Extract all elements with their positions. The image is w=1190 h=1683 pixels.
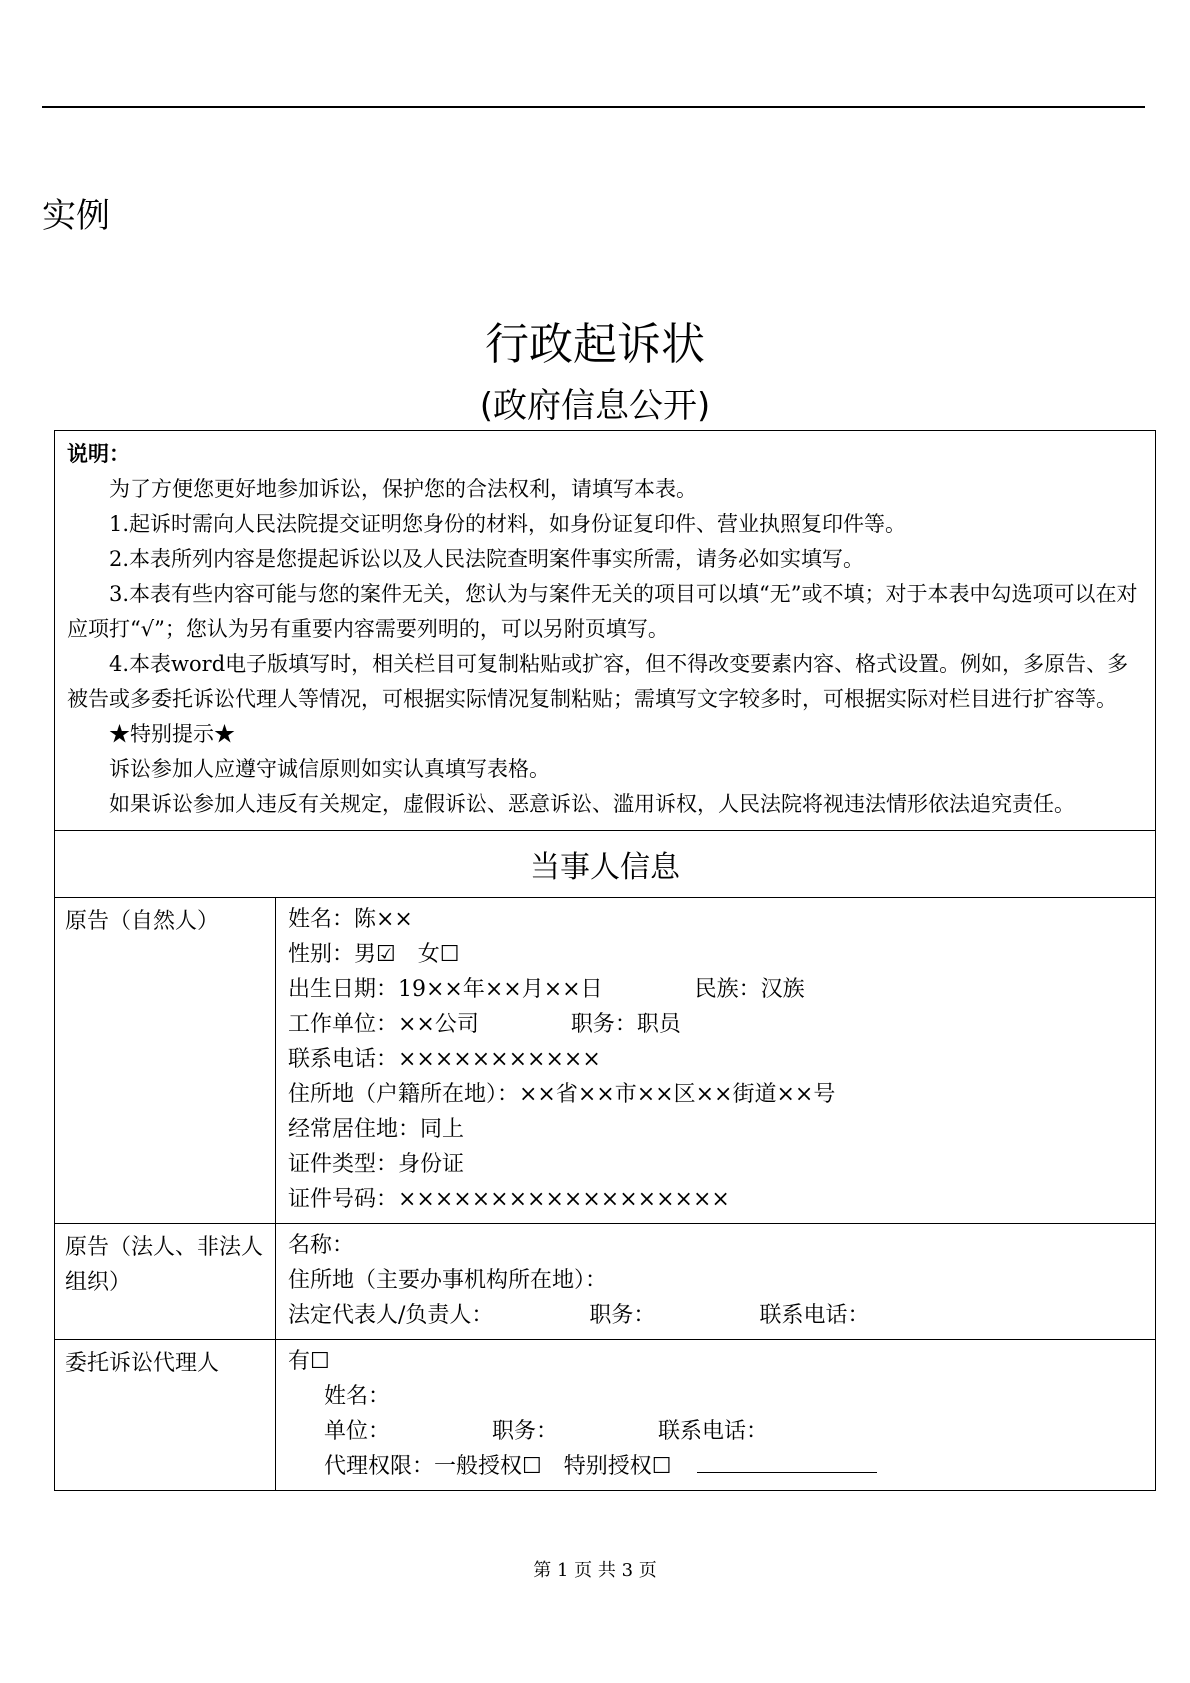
plaintiff-org-label: 原告（法人、非法人组织） <box>55 1224 276 1340</box>
section-label: 实例 <box>42 196 110 236</box>
org-domicile-field: 住所地（主要办事机构所在地）： <box>288 1268 608 1293</box>
agent-authority-field[interactable]: 代理权限：一般授权☐ 特别授权☐ <box>324 1454 672 1479</box>
notes-paragraph: 1.起诉时需向人民法院提交证明您身份的材料，如身份证复印件、营业执照复印件等。 <box>109 512 907 536</box>
authority-blank-line[interactable] <box>697 1450 877 1473</box>
phone-field: 联系电话：××××××××××× <box>288 1047 601 1072</box>
position-field: 职务：职员 <box>570 1012 681 1037</box>
plaintiff-natural-label: 原告（自然人） <box>55 898 276 1224</box>
complaint-form-table <box>54 430 1156 1491</box>
agent-row <box>55 1340 1156 1491</box>
plaintiff-natural-fields <box>276 898 1156 1224</box>
id-type-field: 证件类型：身份证 <box>288 1152 465 1177</box>
agent-name-field: 姓名： <box>324 1384 391 1409</box>
document-title: 行政起诉状 <box>485 319 705 370</box>
agent-label: 委托诉讼代理人 <box>55 1340 276 1491</box>
party-header-row <box>55 831 1156 898</box>
notes-cell <box>55 431 1156 831</box>
employer-position-line <box>288 1007 1143 1042</box>
agent-unit-field: 单位： <box>324 1419 391 1444</box>
document-subtitle: (政府信息公开) <box>479 386 711 426</box>
agent-authority-line <box>288 1449 1143 1484</box>
org-phone-field: 联系电话： <box>759 1303 870 1328</box>
notes-row <box>55 431 1156 831</box>
notes-paragraph: 4.本表word电子版填写时，相关栏目可复制粘贴或扩容，但不得改变要素内容、格式设置。例如，多原告、多被告或多委托诉讼代理人等情况，可根据实际情况复制粘贴；需填写文字较多时，可根据实际对栏目进行扩容等。 <box>67 652 1129 711</box>
agent-phone-field: 联系电话： <box>658 1419 769 1444</box>
gender-field: 性别：男☑ 女☐ <box>288 942 460 967</box>
id-number-field: 证件号码：×××××××××××××××××× <box>288 1187 730 1212</box>
employer-field: 工作单位：××公司 <box>288 1012 479 1037</box>
notes-paragraph: 3.本表有些内容可能与您的案件无关，您认为与案件无关的项目可以填“无”或不填；对于本表中勾选项可以在对应项打“√”；您认为另有重要内容需要列明的，可以另附页填写。 <box>67 582 1138 641</box>
legal-rep-field: 法定代表人/负责人： <box>288 1303 494 1328</box>
agent-fields <box>276 1340 1156 1491</box>
name-field: 姓名：陈×× <box>288 907 413 932</box>
notes-paragraph: 诉讼参加人应遵守诚信原则如实认真填写表格。 <box>109 757 550 781</box>
notes-heading: 说明： <box>67 442 130 466</box>
birth-ethnicity-line <box>288 972 1143 1007</box>
header-rule <box>42 106 1145 108</box>
plaintiff-org-fields <box>276 1224 1156 1340</box>
special-notice-heading: ★特别提示★ <box>109 722 235 746</box>
notes-paragraph: 为了方便您更好地参加诉讼，保护您的合法权利，请填写本表。 <box>109 477 697 501</box>
ethnicity-field: 民族：汉族 <box>694 977 805 1002</box>
plaintiff-org-row <box>55 1224 1156 1340</box>
org-name-field: 名称： <box>288 1233 355 1258</box>
page-footer: 第 1 页 共 3 页 <box>533 1560 657 1581</box>
agent-position-field: 职务： <box>492 1419 559 1444</box>
agent-unit-line <box>288 1414 1143 1449</box>
legal-rep-line <box>288 1298 1143 1333</box>
agent-has-checkbox[interactable]: 有☐ <box>288 1349 330 1374</box>
plaintiff-natural-row <box>55 898 1156 1224</box>
domicile-field: 住所地（户籍所在地）：××省××市××区××街道××号 <box>288 1082 836 1107</box>
residence-field: 经常居住地：同上 <box>288 1117 465 1142</box>
party-info-heading: 当事人信息 <box>55 831 1156 898</box>
notes-paragraph: 如果诉讼参加人违反有关规定，虚假诉讼、恶意诉讼、滥用诉权，人民法院将视违法情形依法追究责任。 <box>109 792 1075 816</box>
org-position-field: 职务： <box>589 1303 656 1328</box>
birth-date-field: 出生日期：19××年××月××日 <box>288 977 603 1002</box>
notes-paragraph: 2.本表所列内容是您提起诉讼以及人民法院查明案件事实所需，请务必如实填写。 <box>109 547 865 571</box>
